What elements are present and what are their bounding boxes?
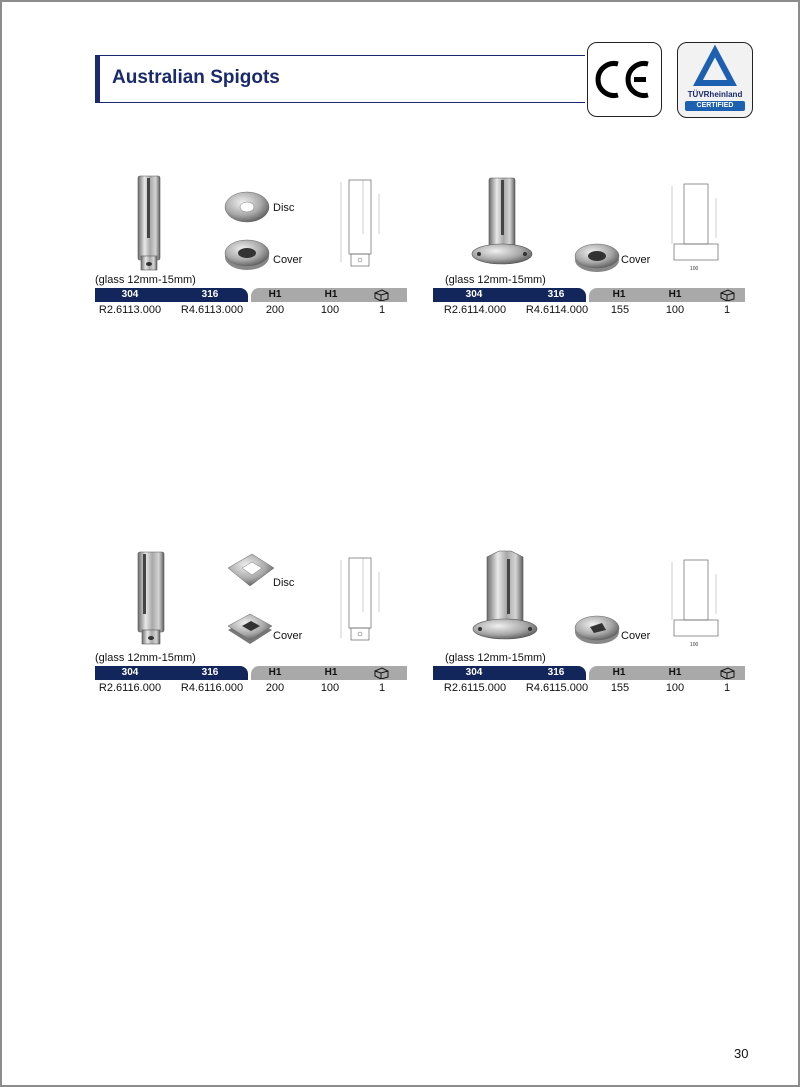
product-6115 [433, 652, 745, 710]
code-316: R4.6116.000 [180, 682, 244, 694]
header-h1-second: H1 [668, 289, 682, 300]
h1-value: 155 [610, 682, 630, 694]
qty-value: 1 [723, 682, 731, 694]
table-row [433, 304, 745, 318]
glass-note: (glass 12mm-15mm) [445, 274, 546, 286]
code-316: R4.6113.000 [180, 304, 244, 316]
cover-image [574, 242, 620, 274]
h1-value: 200 [265, 682, 285, 694]
code-304: R2.6114.000 [443, 304, 507, 316]
box-icon [719, 289, 735, 301]
table-header [95, 666, 407, 680]
header-316: 316 [547, 667, 565, 678]
h1-second-value: 100 [320, 682, 340, 694]
tuv-certified-label: CERTIFIED [685, 101, 745, 111]
header-h1-second: H1 [324, 289, 338, 300]
qty-value: 1 [378, 304, 386, 316]
code-304: R2.6116.000 [98, 682, 162, 694]
ce-mark-icon [588, 43, 661, 116]
cover-image [224, 238, 270, 272]
code-304: R2.6113.000 [98, 304, 162, 316]
code-304: R2.6115.000 [443, 682, 507, 694]
header-h1-second: H1 [668, 667, 682, 678]
header-h1: H1 [268, 667, 282, 678]
table-header [95, 288, 407, 302]
header-h1: H1 [268, 289, 282, 300]
cover-label: Cover [273, 630, 303, 642]
spigot-6113-image [132, 172, 172, 276]
header-316: 316 [547, 289, 565, 300]
cover-image [574, 614, 620, 646]
disc-image [224, 190, 270, 224]
technical-drawing-6113 [335, 174, 387, 272]
tuv-name: TÜVRheinland [687, 90, 743, 99]
spigot-6114-image [467, 174, 539, 272]
header-h1: H1 [612, 667, 626, 678]
technical-drawing-6114 [666, 178, 726, 274]
cover-label: Cover [621, 254, 651, 266]
qty-value: 1 [723, 304, 731, 316]
title-bar [95, 55, 585, 103]
dimension-header [589, 288, 745, 302]
h1-value: 200 [265, 304, 285, 316]
tuv-triangle-icon [678, 43, 752, 91]
cover-label: Cover [621, 630, 651, 642]
table-row [95, 682, 407, 696]
h1-second-value: 100 [320, 304, 340, 316]
material-header [95, 666, 248, 680]
dimension-header [251, 288, 407, 302]
header-h1: H1 [612, 289, 626, 300]
code-316: R4.6114.000 [525, 304, 589, 316]
cover-label: Cover [273, 254, 303, 266]
product-6116 [95, 652, 407, 710]
box-icon [373, 667, 389, 679]
spigot-6116-image [130, 550, 174, 650]
dimension-header [251, 666, 407, 680]
header-304: 304 [465, 667, 483, 678]
dimension-header [589, 666, 745, 680]
product-6113 [95, 274, 407, 332]
table-header [433, 666, 745, 680]
tuv-certified-logo [677, 42, 753, 118]
code-316: R4.6115.000 [525, 682, 589, 694]
product-6114 [433, 274, 745, 332]
material-header [433, 288, 586, 302]
square-cover-image [224, 612, 276, 652]
glass-note: (glass 12mm-15mm) [445, 652, 546, 664]
material-header [433, 666, 586, 680]
dimension-label: 100 [690, 266, 699, 272]
qty-value: 1 [378, 682, 386, 694]
square-disc-image [224, 552, 276, 592]
table-row [433, 682, 745, 696]
material-header [95, 288, 248, 302]
box-icon [719, 667, 735, 679]
header-316: 316 [201, 289, 219, 300]
page-title: Australian Spigots [112, 67, 280, 88]
header-h1-second: H1 [324, 667, 338, 678]
disc-label: Disc [273, 577, 295, 589]
spigot-6115-image [467, 547, 543, 647]
page-number: 30 [734, 1046, 749, 1061]
h1-value: 155 [610, 304, 630, 316]
table-header [433, 288, 745, 302]
disc-label: Disc [273, 202, 295, 214]
h1-second-value: 100 [665, 304, 685, 316]
glass-note: (glass 12mm-15mm) [95, 652, 196, 664]
header-304: 304 [121, 667, 139, 678]
header-316: 316 [201, 667, 219, 678]
technical-drawing-6116 [335, 552, 387, 646]
dimension-label: 100 [690, 642, 699, 648]
ce-mark-logo [587, 42, 662, 117]
glass-note: (glass 12mm-15mm) [95, 274, 196, 286]
technical-drawing-6115 [666, 554, 726, 650]
box-icon [373, 289, 389, 301]
header-304: 304 [465, 289, 483, 300]
h1-second-value: 100 [665, 682, 685, 694]
table-row [95, 304, 407, 318]
header-304: 304 [121, 289, 139, 300]
